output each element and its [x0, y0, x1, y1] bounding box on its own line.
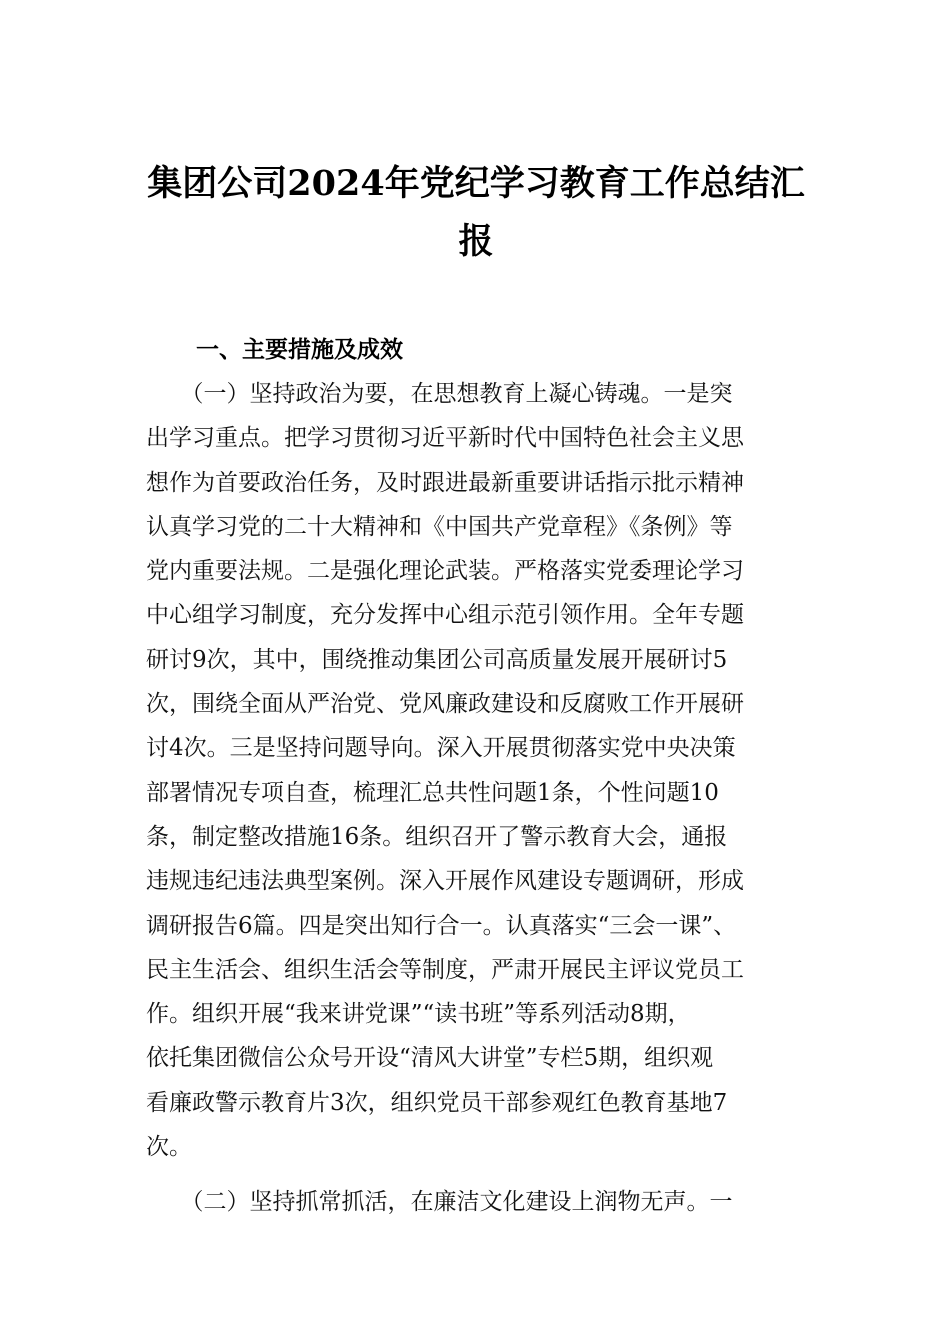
paragraph-line: 次，围绕全面从严治党、党风廉政建设和反腐败工作开展研: [146, 691, 744, 718]
paragraph-line: 次。: [146, 1134, 192, 1161]
paragraph-line: 违规违纪违法典型案例。深入开展作风建设专题调研，形成: [146, 868, 744, 895]
paragraph-1: [146, 372, 811, 1169]
paragraph-line: （二）坚持抓常抓活，在廉洁文化建设上润物无声。一: [146, 1189, 733, 1215]
paragraph-2: [146, 1180, 811, 1224]
paragraph-line: 讨4次。三是坚持问题导向。深入开展贯彻落实党中央决策: [146, 735, 736, 762]
document-title: [146, 155, 806, 271]
title-line-1: 集团公司2024年党纪学习教育工作总结汇: [147, 163, 805, 204]
paragraph-line: 调研报告6篇。四是突出知行合一。认真落实“三会一课”、: [146, 912, 737, 939]
paragraph-line: 出学习重点。把学习贯彻习近平新时代中国特色社会主义思: [146, 425, 744, 452]
paragraph-line: 依托集团微信公众号开设“清风大讲堂”专栏5期，组织观: [146, 1045, 714, 1072]
paragraph-line: 中心组学习制度，充分发挥中心组示范引领作用。全年专题: [146, 602, 744, 629]
paragraph-line: 看廉政警示教育片3次，组织党员干部参观红色教育基地7: [146, 1089, 728, 1116]
paragraph-line: 民主生活会、组织生活会等制度，严肃开展民主评议党员工: [146, 956, 744, 983]
title-line-2: 报: [458, 221, 494, 262]
paragraph-line: 条，制定整改措施16条。组织召开了警示教育大会，通报: [146, 823, 728, 850]
paragraph-line: 作。组织开展“我来讲党课”“读书班”等系列活动8期，: [146, 1001, 691, 1028]
section-heading: 一、主要措施及成效: [196, 337, 403, 363]
paragraph-line: 党内重要法规。二是强化理论武装。严格落实党委理论学习: [146, 558, 744, 585]
paragraph-line: 研讨9次，其中，围绕推动集团公司高质量发展开展研讨5: [146, 646, 728, 673]
paragraph-line: （一）坚持政治为要，在思想教育上凝心铸魂。一是突: [146, 381, 733, 407]
paragraph-line: 部署情况专项自查，梳理汇总共性问题1条，个性问题10: [146, 779, 719, 806]
paragraph-line: 想作为首要政治任务，及时跟进最新重要讲话指示批示精神: [146, 469, 744, 496]
paragraph-line: 认真学习党的二十大精神和《中国共产党章程》《条例》等: [146, 513, 733, 540]
